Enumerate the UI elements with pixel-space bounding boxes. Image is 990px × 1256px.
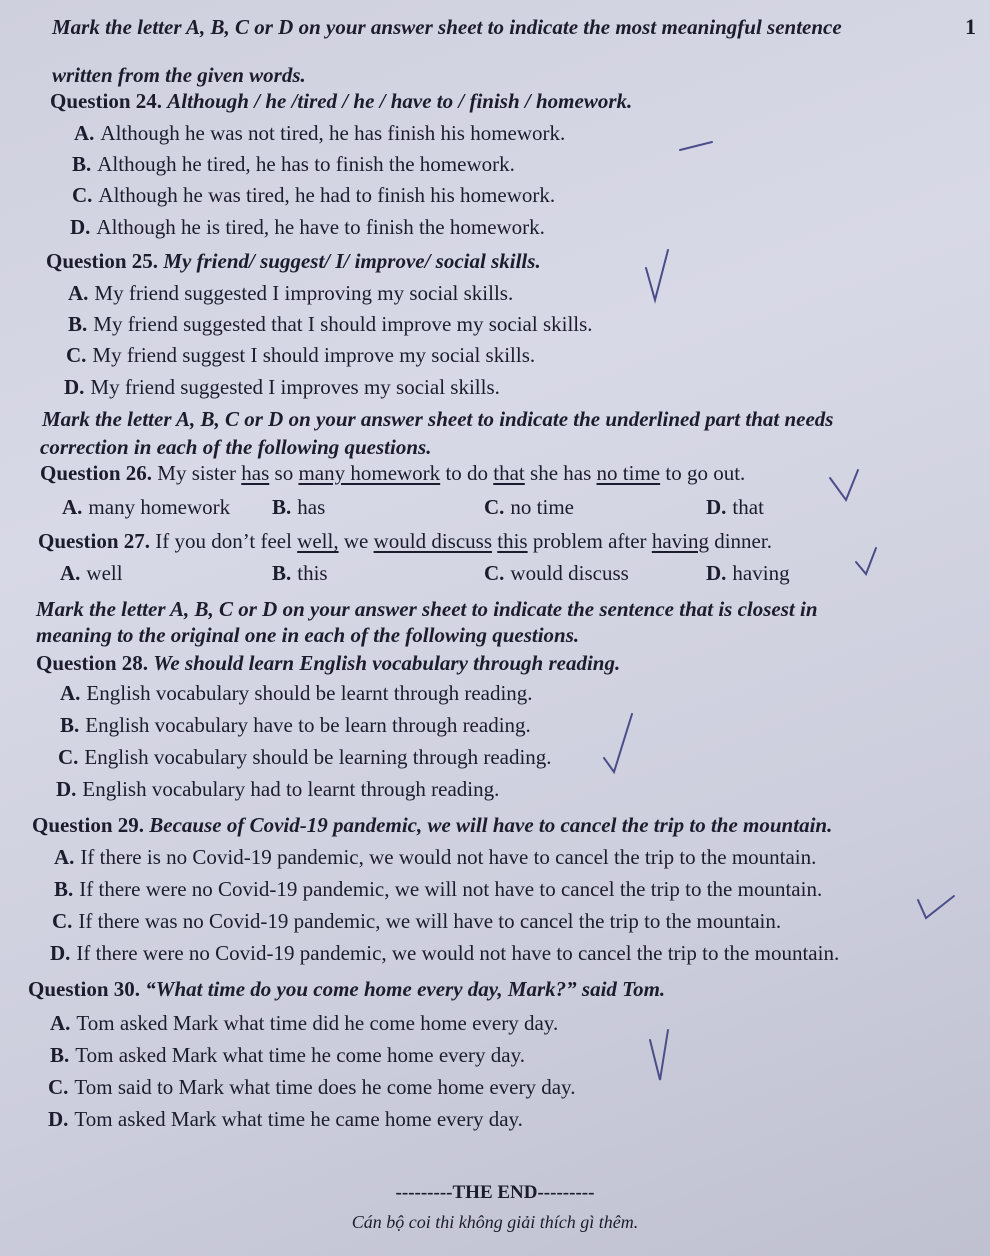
- option-text: English vocabulary should be learning through reading.: [84, 745, 552, 769]
- option-letter: C.: [484, 561, 505, 585]
- the-end-label: ---------THE END---------: [395, 1182, 595, 1203]
- checkmark-q28: [604, 714, 632, 772]
- q26-text-3: to do: [445, 461, 489, 485]
- option-letter: A.: [62, 495, 83, 519]
- option-text: Tom asked Mark what time did he come home every day.: [76, 1011, 559, 1035]
- option-text: Although he was tired, he had to finish his homework.: [98, 183, 556, 207]
- q26-underlined-no-time: no time: [596, 461, 661, 485]
- option-text: If there were no Covid-19 pandemic, we would not have to cancel the trip to the mountain.: [76, 941, 840, 965]
- option-text: English vocabulary had to learnt through reading.: [82, 777, 500, 801]
- option-text: If there were no Covid-19 pandemic, we will not have to cancel the trip to the mountain.: [79, 877, 823, 901]
- section1-instruction-line2: written from the given words.: [52, 63, 306, 87]
- question-24-label: Question 24.: [50, 89, 163, 113]
- q27-text-3: problem after: [532, 529, 647, 553]
- option-text: Although he was not tired, he has finish his homework.: [100, 121, 566, 145]
- option-text: Tom asked Mark what time he came home every day.: [74, 1107, 523, 1131]
- option-letter: D.: [56, 777, 77, 801]
- option-text: My friend suggested I improving my social skills.: [94, 281, 514, 305]
- option-letter: D.: [706, 495, 727, 519]
- question-27-label: Question 27.: [38, 529, 151, 553]
- q26-text-1: My sister: [157, 461, 237, 485]
- section2-instruction-line2: correction in each of the following questions.: [40, 435, 432, 459]
- option-letter: C.: [66, 343, 87, 367]
- option-letter: D.: [48, 1107, 69, 1131]
- option-letter: C.: [484, 495, 505, 519]
- q27-text-1: If you don’t feel: [155, 529, 292, 553]
- option-text: Tom said to Mark what time does he come home every day.: [74, 1075, 576, 1099]
- option-letter: A.: [60, 681, 81, 705]
- option-letter: A.: [60, 561, 81, 585]
- q26-underlined-many-homework: many homework: [298, 461, 441, 485]
- option-text: Tom asked Mark what time he come home every day.: [75, 1043, 525, 1067]
- option-text: English vocabulary should be learnt through reading.: [86, 681, 533, 705]
- question-30-prompt: “What time do you come home every day, Mark?” said Tom.: [145, 977, 666, 1001]
- q26-text-4: she has: [530, 461, 592, 485]
- q27-underlined-well: well,: [297, 529, 339, 553]
- dash-mark-q24: [680, 142, 712, 150]
- question-29-prompt: Because of Covid-19 pandemic, we will have to cancel the trip to the mountain.: [149, 813, 833, 837]
- option-letter: D.: [706, 561, 727, 585]
- option-text: My friend suggested that I should improve my social skills.: [93, 312, 593, 336]
- q27-text-4: dinner.: [714, 529, 772, 553]
- checkmark-q26: [830, 470, 858, 500]
- option-text: many homework: [88, 495, 231, 519]
- option-letter: B.: [72, 152, 92, 176]
- question-26-label: Question 26.: [40, 461, 153, 485]
- option-letter: D.: [50, 941, 71, 965]
- option-text: that: [732, 495, 764, 519]
- checkmark-q29: [918, 896, 954, 918]
- option-text: has: [297, 495, 326, 519]
- checkmark-q30: [650, 1030, 668, 1080]
- option-letter: A.: [68, 281, 89, 305]
- option-text: English vocabulary have to be learn through reading.: [85, 713, 531, 737]
- question-25-label: Question 25.: [46, 249, 159, 273]
- option-letter: D.: [70, 215, 91, 239]
- section2-instruction-line1: Mark the letter A, B, C or D on your answer sheet to indicate the underlined part that needs: [42, 407, 834, 431]
- q27-underlined-this: this: [497, 529, 528, 553]
- option-letter: C.: [52, 909, 73, 933]
- option-letter: A.: [54, 845, 75, 869]
- option-text: having: [732, 561, 790, 585]
- option-letter: B.: [50, 1043, 70, 1067]
- option-text: would discuss: [510, 561, 629, 585]
- option-letter: A.: [50, 1011, 71, 1035]
- option-letter: B.: [272, 495, 292, 519]
- option-text: this: [297, 561, 328, 585]
- q26-underlined-that: that: [493, 461, 525, 485]
- option-text: If there is no Covid-19 pandemic, we would not have to cancel the trip to the mountain.: [80, 845, 817, 869]
- option-text: well: [86, 561, 123, 585]
- page-marker: 1: [965, 14, 976, 39]
- checkmark-q27: [856, 548, 876, 574]
- q26-text-2: so: [274, 461, 294, 485]
- option-letter: C.: [48, 1075, 69, 1099]
- option-letter: B.: [60, 713, 80, 737]
- q26-underlined-has: has: [241, 461, 270, 485]
- q27-underlined-having: having: [651, 529, 709, 553]
- checkmark-q25: [646, 250, 668, 300]
- question-29-label: Question 29.: [32, 813, 145, 837]
- option-letter: B.: [272, 561, 292, 585]
- option-text: My friend suggest I should improve my social skills.: [92, 343, 536, 367]
- option-letter: B.: [54, 877, 74, 901]
- option-text: Although he tired, he has to finish the homework.: [97, 152, 515, 176]
- question-28-prompt: We should learn English vocabulary through reading.: [153, 651, 621, 675]
- option-text: no time: [510, 495, 574, 519]
- section1-instruction-line1: Mark the letter A, B, C or D on your answer sheet to indicate the most meaningful sentence: [52, 15, 842, 39]
- option-text: If there was no Covid-19 pandemic, we will have to cancel the trip to the mountain.: [78, 909, 782, 933]
- section3-instruction-line2: meaning to the original one in each of the following questions.: [36, 623, 580, 647]
- question-24-prompt: Although / he /tired / he / have to / finish / homework.: [167, 89, 633, 113]
- option-letter: B.: [68, 312, 88, 336]
- option-letter: D.: [64, 375, 85, 399]
- question-28-label: Question 28.: [36, 651, 149, 675]
- option-letter: A.: [74, 121, 95, 145]
- section3-instruction-line1: Mark the letter A, B, C or D on your answer sheet to indicate the sentence that is closest in: [36, 597, 818, 621]
- question-30-label: Question 30.: [28, 977, 141, 1001]
- option-text: Although he is tired, he have to finish the homework.: [96, 215, 545, 239]
- option-letter: C.: [72, 183, 93, 207]
- proctor-note: Cán bộ coi thi không giải thích gì thêm.: [351, 1212, 639, 1232]
- q27-text-2: we: [343, 529, 369, 553]
- q26-text-5: to go out.: [665, 461, 746, 485]
- question-25-prompt: My friend/ suggest/ I/ improve/ social skills.: [163, 249, 541, 273]
- q27-underlined-would-discuss: would discuss: [373, 529, 493, 553]
- option-text: My friend suggested I improves my social skills.: [90, 375, 500, 399]
- option-letter: C.: [58, 745, 79, 769]
